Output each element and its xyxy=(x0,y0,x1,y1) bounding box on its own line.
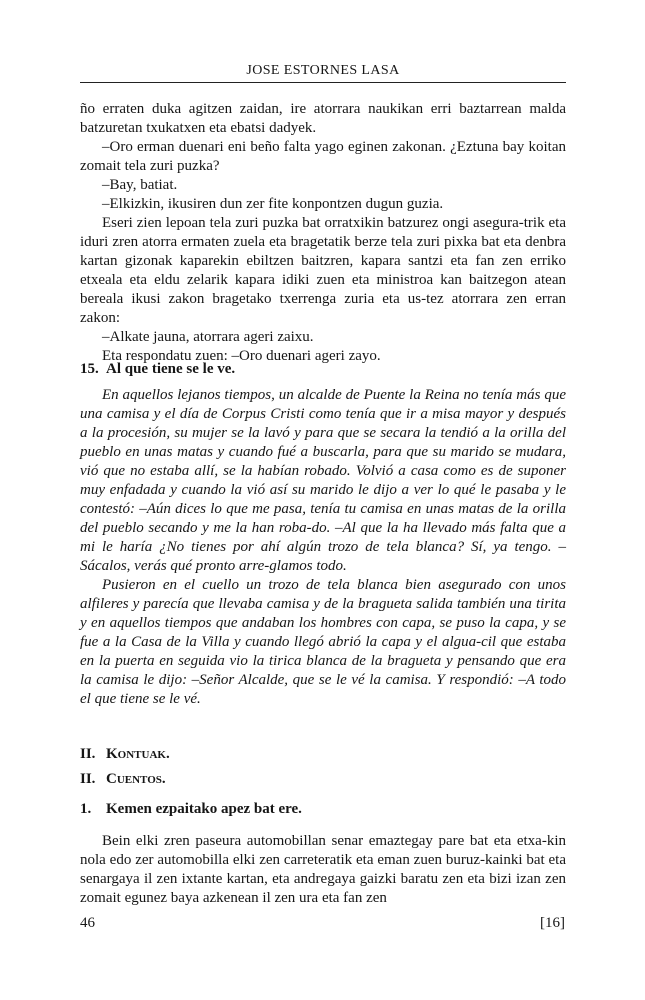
intro-text-block xyxy=(80,100,566,366)
section-1-heading xyxy=(80,800,566,819)
paragraph: Eseri zien lepoan tela zuri puzka bat orratxikin batzurez ongi asegura-trik eta iduri zren atorra ermaten zuela eta bragetatik berze tela zuri pixka bat eta denbra kartan gizonak kaparekin ebiltzen baitzren, kapara santzi eta fan zen erriko etxeala eta eldu zelarik kapara idiki zuen eta ministroa kan baitzegon atean bereala ikusi zakon bragetako txerrenga zuria eta us-tez atorrara zen erran zakon: xyxy=(80,215,566,326)
paragraph: Eta respondatu zuen: –Oro duenari ageri zayo. xyxy=(102,348,381,364)
running-header: JOSE ESTORNES LASA xyxy=(80,62,566,83)
part-title: Cuentos. xyxy=(106,771,166,787)
part-heading-kontuak xyxy=(80,745,170,764)
section-15-text xyxy=(80,386,566,709)
paragraph: –Bay, batiat. xyxy=(102,177,178,193)
paragraph: Pusieron en el cuello un trozo de tela blanca bien asegurado con unos alfileres y parecía que llevaba camisa y de la bragueta salida también una tirita y en aquellos tiempos que andaban los hombres con capa, se puso la capa, y se fue a la Casa de la Villa y cuando llegó abrió la capa y el algua-cil que estaba en la puerta en seguida vio la tirica blanca de la bragueta y pensando que era la camisa le dijo: –Señor Alcalde, que se le vé la camisa. Y respondió: –A todo el que tiene se le vé. xyxy=(80,577,566,707)
paragraph: En aquellos lejanos tiempos, un alcalde de Puente la Reina no tenía más que una camisa y el día de Corpus Cristi como tenía que ir a misa mayor y después a la procesión, su mujer se la lavó y para que se secara la tendió a la orilla del pueblo en unas matas y cuando fué a buscarla, para que su marido se mudara, vió que no estaba allí, se la habían robado. Volvió a casa como es de suponer muy enfadada y cuando la vió así su marido le dijo a ver lo qué le pasaba y le contestó: –Aún dices lo que me pasa, tenía tu camisa en unas matas de la orilla del pueblo secando y me la han roba-do. –Al que la ha llevado más falta que a mi le haría ¿No tienes por ahí algún trozo de tela blanca? Sí, ya tengo. –Sácalos, verás qué pronto arre-glamos todo. xyxy=(80,387,566,574)
paragraph: ño erraten duka agitzen zaidan, ire atorrara naukikan erri baztarrean malda batzuretan txukatxen eta ebatsi dadyek. xyxy=(80,101,566,136)
paragraph: –Oro erman duenari eni beño falta yago eginen zakonan. ¿Eztuna bay koitan zomait tela zuri puzka? xyxy=(80,139,566,174)
section-15-heading xyxy=(80,360,566,379)
section-title: Al que tiene se le ve. xyxy=(106,361,236,377)
section-title: Kemen ezpaitako apez bat ere. xyxy=(106,801,302,817)
bracket-page-number: [16] xyxy=(540,915,565,931)
part-heading-cuentos xyxy=(80,770,166,789)
paragraph: –Alkate jauna, atorrara ageri zaixu. xyxy=(102,329,314,345)
paragraph: –Elkizkin, ikusiren dun zer fite konpontzen dugun guzia. xyxy=(102,196,444,212)
section-number: 15. xyxy=(80,361,99,377)
page-number: 46 xyxy=(80,915,95,931)
paragraph: Bein elki zren paseura automobillan senar emaztegay pare bat eta etxa-kin nola edo zer automobilla elki zen carreteratik eta eman zuen buruz-kainki bat eta senargaya il zen ixtante kartan, eta andregaya gaizki baratu zen eta bizi izan zen zomait egunez baya azkenean il zen ura eta fan zen xyxy=(80,833,566,906)
section-number: 1. xyxy=(80,801,92,817)
part-number: II. xyxy=(80,746,96,762)
part-title: Kontuak. xyxy=(106,746,170,762)
section-1-text xyxy=(80,832,566,908)
part-number: II. xyxy=(80,771,96,787)
